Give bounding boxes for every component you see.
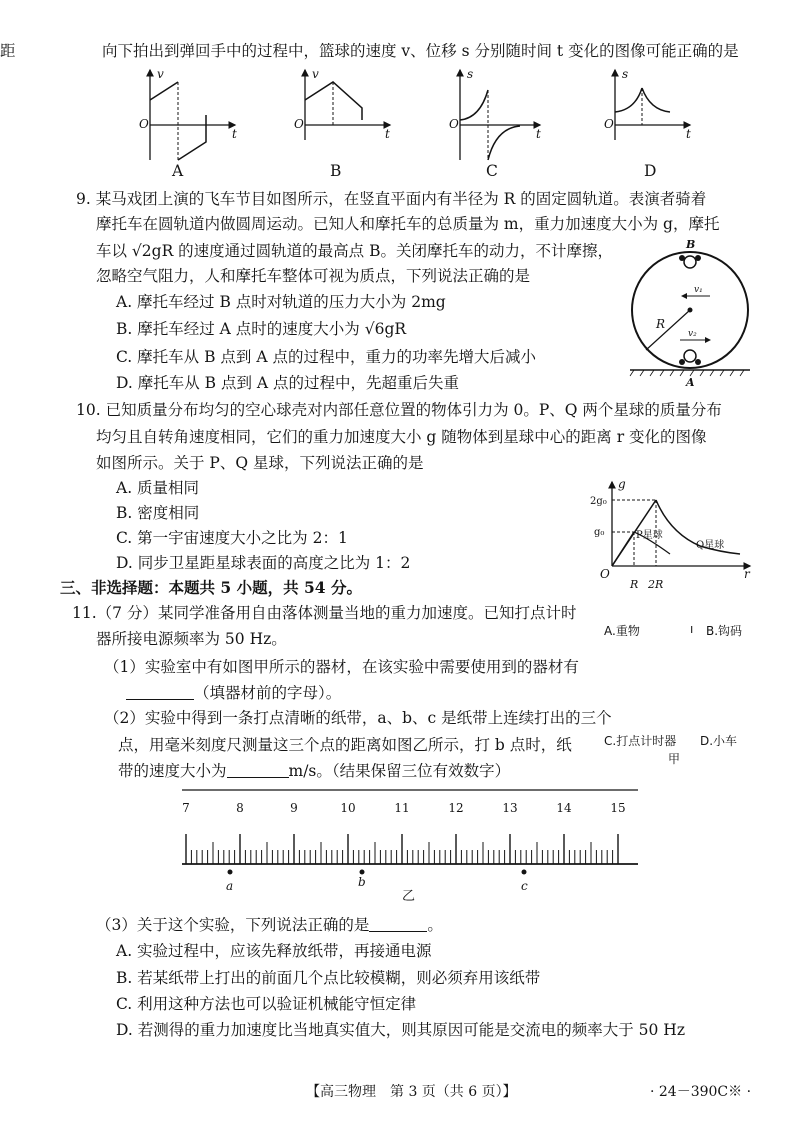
equipment-c: C.打点计时器 [604,734,677,748]
tick-r: R [630,578,639,591]
graph-b-origin: O [294,117,304,131]
point-b-dot [360,870,365,875]
graph-d-origin: O [604,117,614,131]
g-axis-label: g [618,477,626,491]
q9-line3: 车以 √2gR 的速度通过圆轨道的最高点 B。关闭摩托车的动力，不计摩擦， [96,242,614,260]
q11-part2-line3b: m/s。（结果保留三位有效数字） [288,762,511,780]
q11-part1-line1: （1）实验室中有如图甲所示的器材，在该实验中需要使用到的器材有 [104,658,579,676]
q9-loop-figure [630,240,750,390]
graph-c-tlabel: t [536,127,541,141]
ruler-figure [176,782,646,894]
graph-a [139,67,237,160]
tick-2r: 2R [648,578,664,591]
point-a-dot [228,870,233,875]
q11-part2-line3-wrap [118,760,510,782]
q8-option-c: C [486,162,498,180]
q10-line1: 10. 已知质量分布均匀的空心球壳对内部任意位置的物体引力为 0。P、Q 两个星球的质量分布 [76,401,722,419]
point-a-label: A [686,376,695,389]
p-star-label: P星球 [636,530,663,541]
q11-part2-line2: 点，用毫米刻度尺测量这三个点的距离如图乙所示，打 b 点时，纸 [118,736,572,754]
graph-d [604,67,691,141]
q11-part3-stem: （3）关于这个实验，下列说法正确的是 [96,916,370,934]
ruler-number: 12 [448,801,464,815]
q11-part1-blank[interactable] [126,683,194,700]
q11-part2-blank[interactable] [227,761,289,778]
q10-option-b: B. 密度相同 [116,504,200,522]
fig-jia-label: 甲 [668,752,681,766]
ruler-number: 10 [340,801,356,815]
q11-part3-option-c: C. 利用这种方法也可以验证机械能守恒定律 [116,995,417,1013]
q10-line3: 如图所示。关于 P、Q 星球，下列说法正确的是 [96,454,424,472]
q9-option-b: B. 摩托车经过 A 点时的速度大小为 √6gR [116,320,407,338]
point-c-dot [522,870,527,875]
q9-line4: 忽略空气阻力，人和摩托车整体可视为质点，下列说法正确的是 [96,267,531,285]
point-a-text: a [226,879,234,893]
q8-graphs [0,60,794,200]
q11-part3-option-d: D. 若测得的重力加速度比当地真实值大，则其原因可能是交流电的频率大于 50 Hz [116,1021,685,1039]
q8-stem: 向下拍出到弹回手中的过程中，篮球的速度 v、位移 s 分别随时间 t 变化的图像可能正确的是 [102,42,739,60]
graph-b-vlabel: v [312,67,319,81]
q8-option-b: B [330,162,342,180]
q9-line1: 9. 某马戏团上演的飞车节目如图所示，在竖直平面内有半径为 R 的固定圆轨道。表演者骑着 [76,190,707,208]
equipment-d: D.小车 [700,734,738,748]
tick-2g0: 2g₀ [590,496,607,507]
ruler-number: 9 [290,801,298,815]
ruler-number: 15 [610,801,626,815]
q11-part3-option-a: A. 实验过程中，应该先释放纸带，再接通电源 [116,942,432,960]
footer-code: · 24－390C※ · [650,1084,752,1100]
q10-g-r-graph [590,478,760,593]
rider-bottom-icon [684,350,696,362]
q11-part3-option-b: B. 若某纸带上打出的前面几个点比较模糊，则必须弃用该纸带 [116,969,541,987]
point-c-text: c [521,879,528,893]
point-b-label: B [686,238,696,251]
q9-line2: 摩托车在圆轨道内做圆周运动。已知人和摩托车的总质量为 m，重力加速度大小为 g，摩托 [96,215,720,233]
section3-heading: 三、非选择题：本题共 5 小题，共 54 分。 [60,578,362,597]
v1-label: v₁ [694,285,703,295]
ruler-number: 14 [556,801,572,815]
tick-g0: g₀ [594,527,605,538]
graph-a-origin: O [139,117,149,131]
q9-option-c: C. 摩托车从 B 点到 A 点的过程中，重力的功率先增大后减小 [116,348,536,366]
q8-option-a: A [172,162,184,180]
q10-option-c: C. 第一宇宙速度大小之比为 2：1 [116,529,348,547]
edge-character: 距 [0,42,16,60]
equipment-b: B.钩码 [706,624,743,638]
q9-option-a: A. 摩托车经过 B 点时对轨道的压力大小为 2mg [116,293,446,311]
q11-line2: 器所接电源频率为 50 Hz。 [96,630,287,648]
q11-part3-blank[interactable] [369,915,427,932]
r-axis-label: r [744,567,750,581]
q11-part1-line2: （填器材前的字母）。 [194,684,342,702]
q11-line1: 11.（7 分）某同学准备用自由落体测量当地的重力加速度。已知打点计时 [72,604,577,622]
footer-page-info: 【高三物理 第 3 页（共 6 页）】 [306,1084,517,1100]
graph-c-slabel: s [467,67,474,81]
q10-line2: 均匀且自转角速度相同，它们的重力加速度大小 g 随物体到星球中心的距离 r 变化的图像 [96,428,707,446]
fig-yi-label: 乙 [402,889,416,904]
q8-option-d: D [644,162,657,180]
q10-origin: O [600,567,610,581]
q11-part2-line1: （2）实验中得到一条打点清晰的纸带，a、b、c 是纸带上连续打出的三个 [104,709,612,727]
q10-option-d: D. 同步卫星距星球表面的高度之比为 1：2 [116,554,411,572]
graph-b [294,67,390,141]
q11-part3-stem-wrap [96,914,443,936]
v2-label: v₂ [688,329,697,339]
graph-b-tlabel: t [385,127,390,141]
q-star-label: Q星球 [696,540,725,551]
graph-c-origin: O [449,117,459,131]
equipment-tick: ı [690,622,694,636]
rider-top-icon [684,256,696,268]
q11-part1-line2-wrap [126,682,341,704]
point-b-text: b [358,875,366,889]
radius-label: R [656,317,666,331]
graph-d-slabel: s [622,67,629,81]
graph-a-vlabel: v [157,67,164,81]
graph-c [449,67,541,160]
q9-option-d: D. 摩托车从 B 点到 A 点的过程中，先超重后失重 [116,374,460,392]
q11-part2-line3a: 带的速度大小为 [118,762,227,780]
graph-a-tlabel: t [232,127,237,141]
ruler-number: 7 [182,801,190,815]
q11-part3-end: 。 [427,916,443,934]
ruler-number: 11 [394,801,410,815]
q10-option-a: A. 质量相同 [116,479,200,497]
ruler-number: 13 [502,801,518,815]
graph-d-tlabel: t [686,127,691,141]
ruler-number: 8 [236,801,244,815]
equipment-a: A.重物 [604,624,640,638]
